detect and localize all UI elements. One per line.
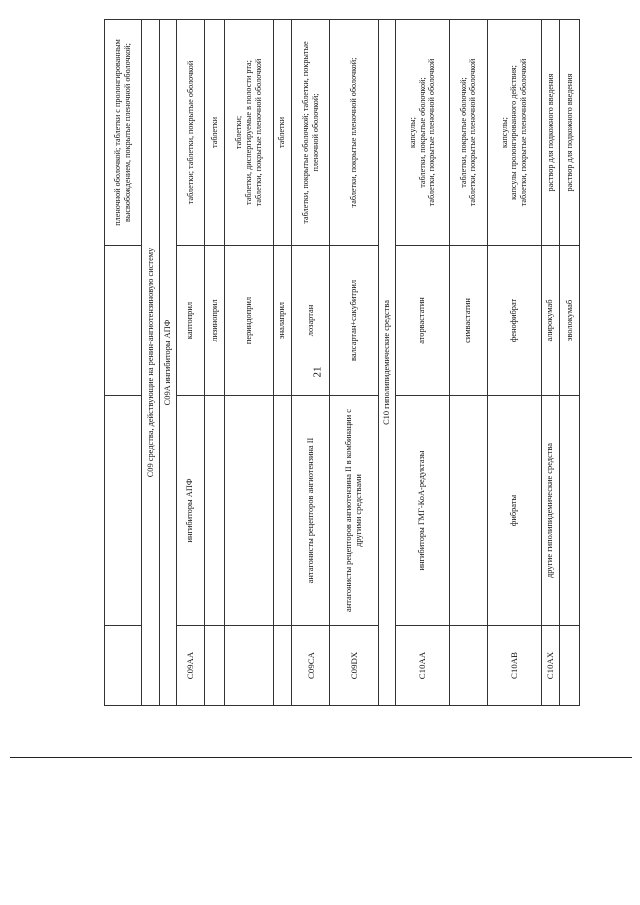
dosage-form-line: таблетки, покрытые оболочкой;	[417, 77, 427, 188]
table-row	[273, 20, 292, 706]
atc-code-cell	[105, 626, 142, 706]
drug-name-cell: эволокумаб	[560, 246, 580, 396]
drug-name-cell: лозартан	[292, 246, 330, 396]
dosage-form-line: таблетки, покрытые оболочкой; таблетки, покрытые пленочной оболочкой;	[301, 41, 320, 224]
drug-name-cell: периндоприл	[225, 246, 273, 396]
atc-code-cell	[560, 626, 580, 706]
group-name-cell	[449, 396, 487, 626]
dosage-form-line: пленочной оболочкой; таблетки с пролонгированным высвобождением, покрытые пленочной оболочкой;	[113, 39, 133, 226]
dosage-forms-cell	[177, 20, 204, 246]
dosage-forms-cell	[204, 20, 225, 246]
group-name-cell: ингибиторы АПФ	[177, 396, 204, 626]
table-row	[541, 20, 560, 706]
dosage-forms-cell	[487, 20, 541, 246]
section-heading: C09A ингибиторы АПФ	[159, 20, 177, 706]
group-name-cell	[225, 396, 273, 626]
rotated-table-container	[104, 20, 580, 706]
table-row	[225, 20, 273, 706]
atc-code-cell: C10AB	[487, 626, 541, 706]
section-heading: C10 гиполипидемические средства	[378, 20, 396, 706]
drug-table-body	[105, 20, 580, 706]
dosage-forms-cell	[273, 20, 292, 246]
drug-name-cell: каптоприл	[177, 246, 204, 396]
group-name-cell: другие гиполипидемические средства	[541, 396, 560, 626]
table-row	[177, 20, 204, 706]
table-row	[396, 20, 450, 706]
group-name-cell: ингибиторы ГМГ-КоА-редуктазы	[396, 396, 450, 626]
dosage-form-line: таблетки	[277, 117, 287, 148]
section-row	[378, 20, 396, 706]
group-name-cell	[273, 396, 292, 626]
dosage-form-line: капсулы;	[499, 117, 509, 148]
atc-code-cell: C09AA	[177, 626, 204, 706]
dosage-form-line: капсулы;	[407, 117, 417, 148]
section-row	[142, 20, 160, 706]
dosage-forms-cell	[449, 20, 487, 246]
drug-name-cell: аторвастатин	[396, 246, 450, 396]
table-row	[560, 20, 580, 706]
section-row	[159, 20, 177, 706]
dosage-forms-cell	[396, 20, 450, 246]
dosage-form-line: таблетки, покрытые пленочной оболочкой	[468, 58, 478, 207]
drug-name-cell	[105, 246, 142, 396]
group-name-cell	[560, 396, 580, 626]
table-row	[449, 20, 487, 706]
dosage-forms-cell	[330, 20, 378, 246]
drug-name-cell: симвастатин	[449, 246, 487, 396]
table-row	[330, 20, 378, 706]
atc-code-cell	[225, 626, 273, 706]
dosage-forms-cell	[292, 20, 330, 246]
group-name-cell: фибраты	[487, 396, 541, 626]
atc-code-cell: C09CA	[292, 626, 330, 706]
dosage-forms-cell	[541, 20, 560, 246]
atc-code-cell: C09DX	[330, 626, 378, 706]
atc-code-cell	[449, 626, 487, 706]
atc-code-cell: C10AX	[541, 626, 560, 706]
dosage-forms-cell	[105, 20, 142, 246]
drug-table	[104, 19, 580, 706]
dosage-form-line: таблетки;	[234, 115, 244, 150]
dosage-form-line: таблетки, покрытые пленочной оболочкой	[253, 58, 263, 207]
page-number: 21	[311, 366, 324, 378]
drug-name-cell: валсартан+сакубитрил	[330, 246, 378, 396]
atc-code-cell	[204, 626, 225, 706]
page-divider	[10, 757, 632, 758]
dosage-form-line: таблетки, покрытые пленочной оболочкой	[519, 58, 529, 207]
atc-code-cell	[273, 626, 292, 706]
dosage-form-line: таблетки; таблетки, покрытые оболочкой	[185, 60, 195, 205]
dosage-form-line: таблетки	[209, 117, 219, 148]
dosage-forms-cell	[225, 20, 273, 246]
dosage-form-line: таблетки, диспергируемые в полости рта;	[244, 60, 254, 205]
dosage-form-line: таблетки, покрытые оболочкой;	[458, 77, 468, 188]
drug-name-cell: эналаприл	[273, 246, 292, 396]
dosage-form-line: раствор для подкожного введения	[545, 73, 555, 192]
drug-name-cell: алирокумаб	[541, 246, 560, 396]
table-row	[292, 20, 330, 706]
group-name-cell: антагонисты рецепторов ангиотензина II в комбинации с другими средствами	[330, 396, 378, 626]
dosage-form-line: таблетки, покрытые пленочной оболочкой	[427, 58, 437, 207]
group-name-cell	[105, 396, 142, 626]
table-row	[487, 20, 541, 706]
group-name-cell: антагонисты рецепторов ангиотензина II	[292, 396, 330, 626]
table-row	[204, 20, 225, 706]
atc-code-cell: C10AA	[396, 626, 450, 706]
dosage-form-line: раствор для подкожного введения	[564, 73, 574, 192]
dosage-forms-cell	[560, 20, 580, 246]
dosage-form-line: таблетки, покрытые пленочной оболочкой;	[349, 57, 359, 208]
section-heading: C09 средства, действующие на ренин-ангиотензиновую систему	[142, 20, 160, 706]
drug-name-cell: лизиноприл	[204, 246, 225, 396]
group-name-cell	[204, 396, 225, 626]
drug-name-cell: фенофибрат	[487, 246, 541, 396]
table-row	[105, 20, 142, 706]
dosage-form-line: капсулы пролонгированного действия;	[509, 65, 519, 200]
